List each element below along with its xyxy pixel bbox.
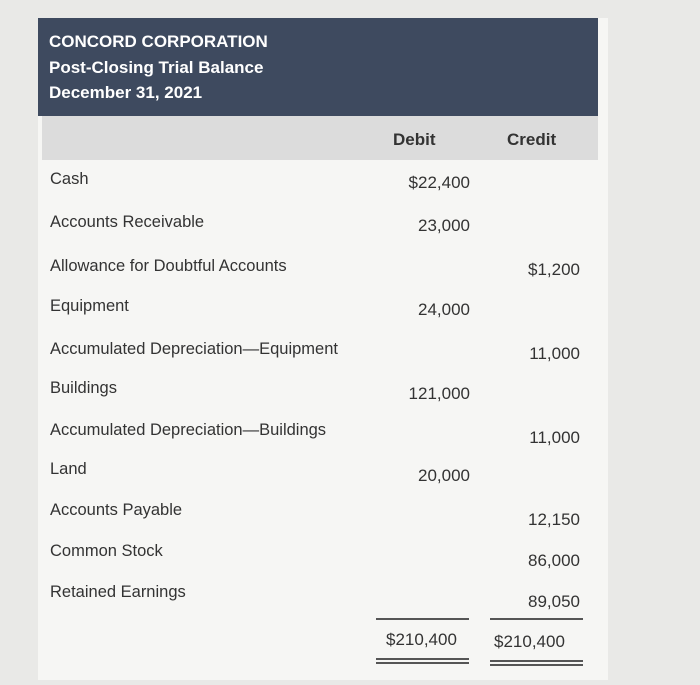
trial-balance-sheet [38,18,608,680]
debit-amount: 24,000 [418,300,470,319]
debit-total: $210,400 [386,630,457,649]
debit-double-underline-top [376,658,469,660]
credit-amount: 89,050 [528,592,580,611]
account-name: Accumulated Depreciation—Equipment [50,340,338,358]
debit-subtotal-line [376,618,469,620]
debit-column-header: Debit [393,130,436,149]
account-name: Accounts Payable [50,501,183,519]
account-name: Allowance for Doubtful Accounts [50,257,287,275]
credit-amount: 12,150 [528,510,580,529]
debit-amount: 20,000 [418,466,470,485]
credit-amount: 86,000 [528,551,580,570]
credit-amount: 11,000 [529,344,580,363]
account-name: Accumulated Depreciation—Buildings [50,421,327,439]
credit-total: $210,400 [494,632,565,651]
statement-date: December 31, 2021 [49,83,203,102]
debit-amount: $22,400 [408,173,470,192]
account-name: Cash [50,170,89,188]
column-header-row [42,116,598,160]
debit-double-underline-bottom [376,662,469,664]
credit-subtotal-line [490,618,583,620]
account-name: Equipment [50,297,129,315]
credit-amount: $1,200 [528,260,580,279]
debit-amount: 23,000 [418,216,470,235]
account-name: Buildings [50,379,117,397]
account-name: Common Stock [50,542,163,560]
account-name: Land [50,460,87,478]
statement-title: Post-Closing Trial Balance [49,58,264,77]
credit-amount: 11,000 [529,428,580,447]
company-name: CONCORD CORPORATION [49,32,268,51]
debit-amount: 121,000 [408,384,470,403]
credit-column-header: Credit [507,130,557,149]
credit-double-underline-top [490,660,583,662]
account-name: Retained Earnings [50,583,186,601]
credit-double-underline-bottom [490,664,583,666]
account-name: Accounts Receivable [50,213,205,231]
